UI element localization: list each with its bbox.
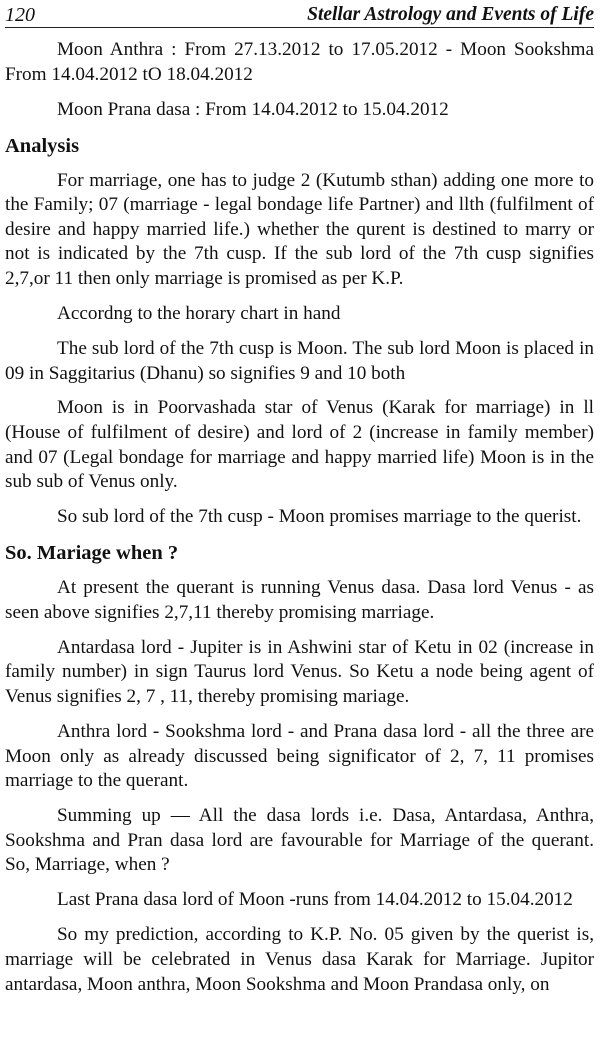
paragraph-anthra-lord: Anthra lord - Sookshma lord - and Prana dasa lord - all the three are Moon only as already discussed being significator of 2, 7, 11 promises marriage to the querant. bbox=[5, 720, 594, 792]
paragraph-last-prana: Last Prana dasa lord of Moon -runs from 14.04.2012 to 15.04.2012 bbox=[57, 889, 573, 911]
paragraph-summing-up: Summing up — All the dasa lords i.e. Dasa, Antardasa, Anthra, Sookshma and Pran dasa lord are favourable for Marriage of the querant. So, Marriage, when ? bbox=[5, 805, 594, 876]
paragraph-moon-poorvashada: Moon is in Poorvashada star of Venus (Karak for marriage) in ll (House of fulfilment of desire) and lord of 2 (increase in family member) and 07 (Legal bondage for marriage and happy married life) Moon is in the sub sub of Venus only. bbox=[5, 397, 594, 493]
paragraph-antardasa-jupiter: Antardasa lord - Jupiter is in Ashwini star of Ketu in 02 (increase in family number) in sign Taurus lord Venus. So Ketu a node being agent of Venus signifies 2, 7 , 11, thereby promising mariage. bbox=[5, 636, 594, 707]
paragraph-venus-dasa: At present the querant is running Venus dasa. Dasa lord Venus - as seen above signifies 2,7,11 thereby promising marriage. bbox=[5, 577, 594, 623]
running-header bbox=[5, 0, 594, 28]
paragraph-moon-anthra: Moon Anthra : From 27.13.2012 to 17.05.2012 - Moon Sookshma From 14.04.2012 tO 18.04.2012 bbox=[5, 39, 594, 85]
book-title: Stellar Astrology and Events of Life bbox=[307, 4, 594, 25]
paragraph-marriage-judge: For marriage, one has to judge 2 (Kutumb sthan) adding one more to the Family; 07 (marriage - legal bondage life Partner) and llth (fulfilment of desire and happy married life.) whether the qurent is destined to marry or not is indicated by the 7th cusp. If the sub lord of the 7th cusp signifies 2,7,or 11 then only marriage is promised as per K.P. bbox=[5, 169, 594, 289]
paragraph-prediction: So my prediction, according to K.P. No. 05 given by the querist is, marriage will be celebrated in Venus dasa Karak for Marriage. Jupitor antardasa, Moon anthra, Moon Sookshma and Moon Prandasa only, on bbox=[5, 924, 594, 995]
heading-mariage-when: So. Mariage when ? bbox=[5, 542, 179, 565]
paragraph-sub-lord-moon: The sub lord of the 7th cusp is Moon. The sub lord Moon is placed in 09 in Saggitarius (Dhanu) so signifies 9 and 10 both bbox=[5, 337, 594, 384]
paragraph-sub-lord-promises: So sub lord of the 7th cusp - Moon promises marriage to the querist. bbox=[57, 506, 582, 528]
paragraph-moon-prana: Moon Prana dasa : From 14.04.2012 to 15.04.2012 bbox=[57, 98, 449, 120]
heading-analysis: Analysis bbox=[5, 134, 80, 157]
paragraph-according-chart: Accordng to the horary chart in hand bbox=[57, 302, 341, 324]
page-number: 120 bbox=[5, 4, 35, 26]
page-body bbox=[5, 38, 594, 997]
